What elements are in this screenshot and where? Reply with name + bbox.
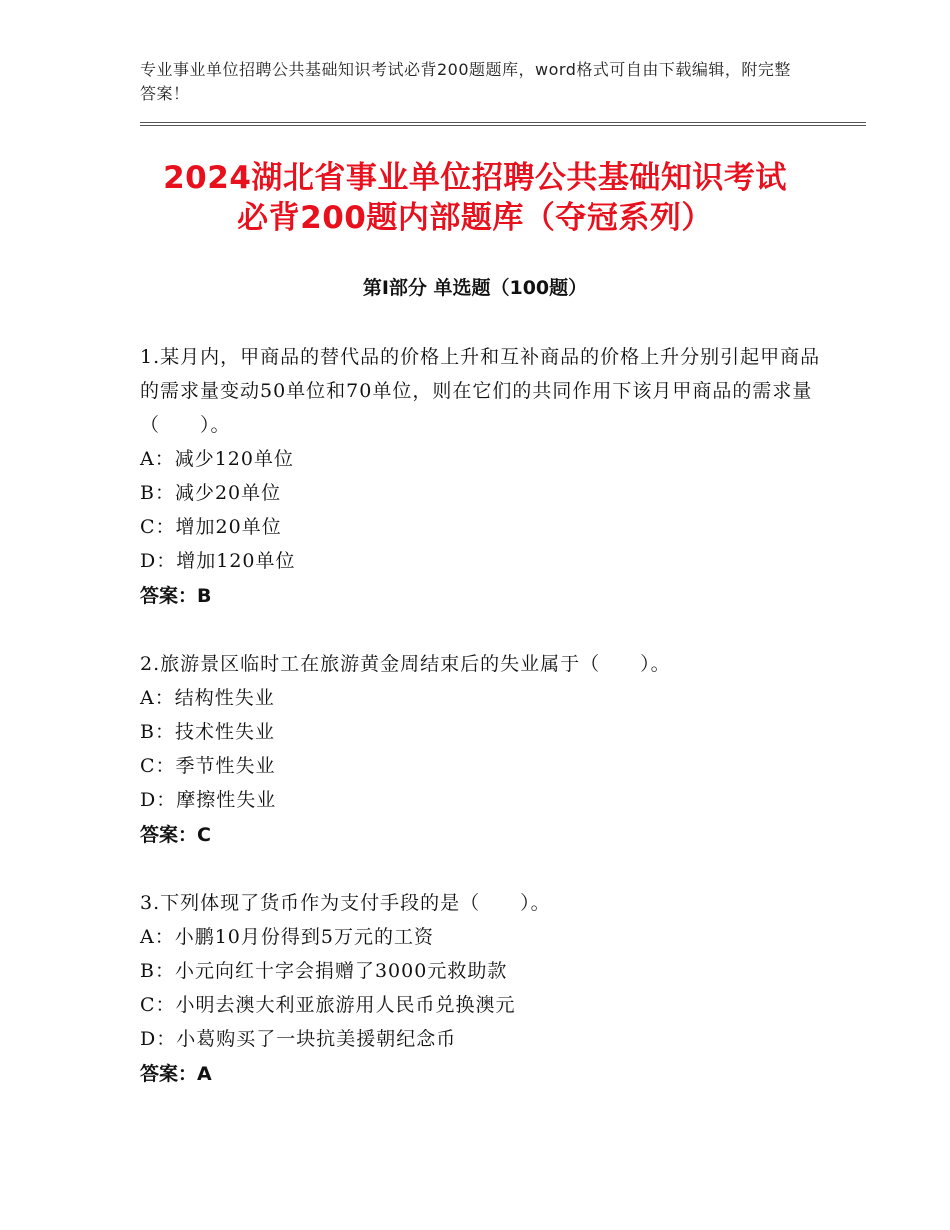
option-c: C：小明去澳大利亚旅游用人民币兑换澳元 [140, 994, 516, 1016]
document-title-line-1: 2024湖北省事业单位招聘公共基础知识考试 [163, 160, 787, 196]
option-c: C：增加20单位 [140, 516, 282, 538]
question-stem: 1.某月内，甲商品的替代品的价格上升和互补商品的价格上升分别引起甲商品的需求量变动50单位和70单位，则在它们的共同作用下该月甲商品的需求量（ ）。 [140, 346, 821, 436]
option-d: D：摩擦性失业 [140, 789, 277, 811]
question-2 [140, 647, 830, 853]
question-1 [140, 340, 830, 614]
option-d: D：增加120单位 [140, 550, 296, 572]
question-stem: 3.下列体现了货币作为支付手段的是（ ）。 [140, 892, 551, 914]
document-title [100, 158, 850, 238]
answer: 答案：C [140, 824, 211, 846]
option-a: A：结构性失业 [140, 687, 275, 709]
question-stem: 2.旅游景区临时工在旅游黄金周结束后的失业属于（ ）。 [140, 653, 671, 675]
section-title: 第Ⅰ部分 单选题（100题） [362, 277, 588, 299]
option-a: A：小鹏10月份得到5万元的工资 [140, 926, 434, 948]
header-divider-bottom [140, 125, 866, 126]
option-b: B：减少20单位 [140, 482, 282, 504]
answer: 答案：B [140, 585, 212, 607]
header-note: 专业事业单位招聘公共基础知识考试必背200题题库，word格式可自由下载编辑，附完整答案！ [140, 60, 791, 103]
document-title-line-2: 必背200题内部题库（夺冠系列） [237, 200, 713, 236]
option-a: A：减少120单位 [140, 448, 294, 470]
option-c: C：季节性失业 [140, 755, 276, 777]
header-divider-top [140, 122, 866, 123]
option-b: B：小元向红十字会捐赠了3000元救助款 [140, 960, 508, 982]
answer: 答案：A [140, 1063, 212, 1085]
option-b: B：技术性失业 [140, 721, 275, 743]
option-d: D：小葛购买了一块抗美援朝纪念币 [140, 1028, 457, 1050]
question-3 [140, 886, 830, 1092]
